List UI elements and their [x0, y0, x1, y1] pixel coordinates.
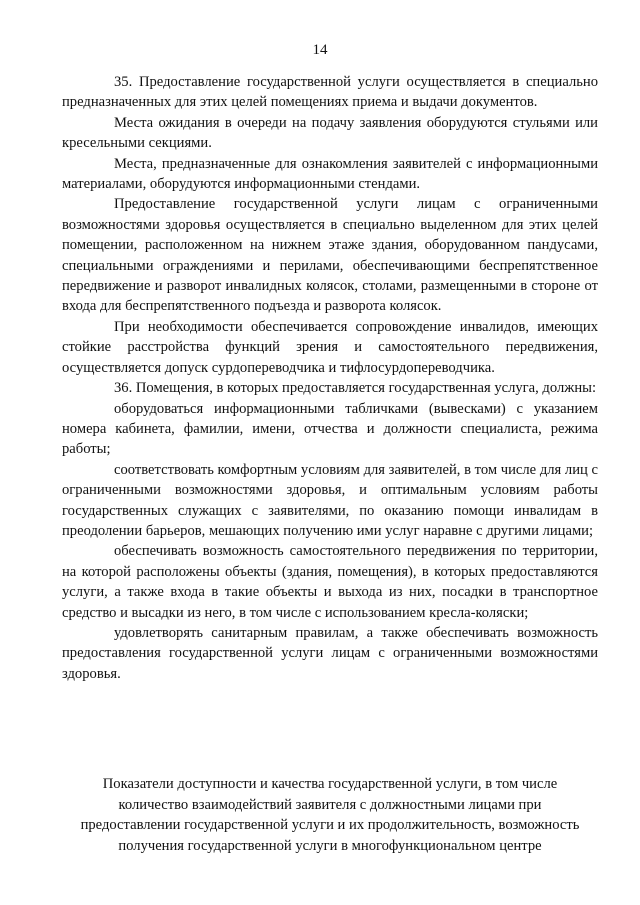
paragraph-35-premises: 35. Предоставление государственной услуги осуществляется в специально предназначенных для этих целей помещениях приема и выдачи документов.	[62, 74, 598, 111]
paragraph-waiting-places: Места ожидания в очереди на подачу заявления оборудуются стульями или кресельными секциями.	[62, 114, 598, 152]
list-item-sanitary: удовлетворять санитарным правилам, а также обеспечивать возможность предоставления государственной услуги лицам с ограниченными возможностями здоровья.	[62, 624, 598, 682]
document-body	[62, 72, 598, 684]
paragraph-36-requirements: 36. Помещения, в которых предоставляется государственная услуга, должны:	[114, 380, 596, 397]
heading-line: Показатели доступности и качества государственной услуги, в том числе	[102, 776, 558, 792]
list-item-signage: оборудоваться информационными табличками (вывесками) с указанием номера кабинета, фамилии, имени, отчества и должности специалиста, режима работы;	[62, 400, 598, 458]
heading-line: предоставлении государственной услуги и их продолжительность, возможность	[80, 817, 580, 834]
heading-line: получения государственной услуги в многофункциональном центре	[118, 837, 542, 854]
paragraph-information-stands: Места, предназначенные для ознакомления заявителей с информационными материалами, оборудуются информационными стендами.	[62, 155, 598, 193]
section-heading	[62, 774, 598, 856]
list-item-mobility: обеспечивать возможность самостоятельного передвижения по территории, на которой расположены объекты (здания, помещения), в которых предоставляются услуги, а также входа в такие объекты и выхода из них, посадки в транспортное средство и высадки из него, в том числе с использованием кресла-коляски;	[62, 543, 598, 621]
heading-line: количество взаимодействий заявителя с должностными лицами при	[118, 796, 542, 813]
page-number: 14	[312, 42, 328, 58]
paragraph-escort: При необходимости обеспечивается сопровождение инвалидов, имеющих стойкие расстройства функций зрения и самостоятельного передвижения, осуществляется допуск сурдопереводчика и тифлосурдопереводчика.	[62, 318, 598, 376]
list-item-comfort: соответствовать комфортным условиям для заявителей, в том числе для лиц с ограниченными возможностями здоровья, и оптимальным условиям работы государственных служащих с заявителями, по оказанию помощи инвалидам в преодолении барьеров, мешающих получению ими услуг наравне с другими лицами;	[62, 461, 598, 539]
paragraph-disabled-access: Предоставление государственной услуги лицам с ограниченными возможностями здоровья осуществляется в специально выделенном для этих целей помещении, расположенном на нижнем этаже здания, оборудованном пандусами, специальными ограждениями и перилами, обеспечивающими беспрепятственное передвижение и разворот инвалидных колясок, столами, размещенными в стороне от входа для беспрепятственного подъезда и разворота колясок.	[62, 196, 598, 315]
